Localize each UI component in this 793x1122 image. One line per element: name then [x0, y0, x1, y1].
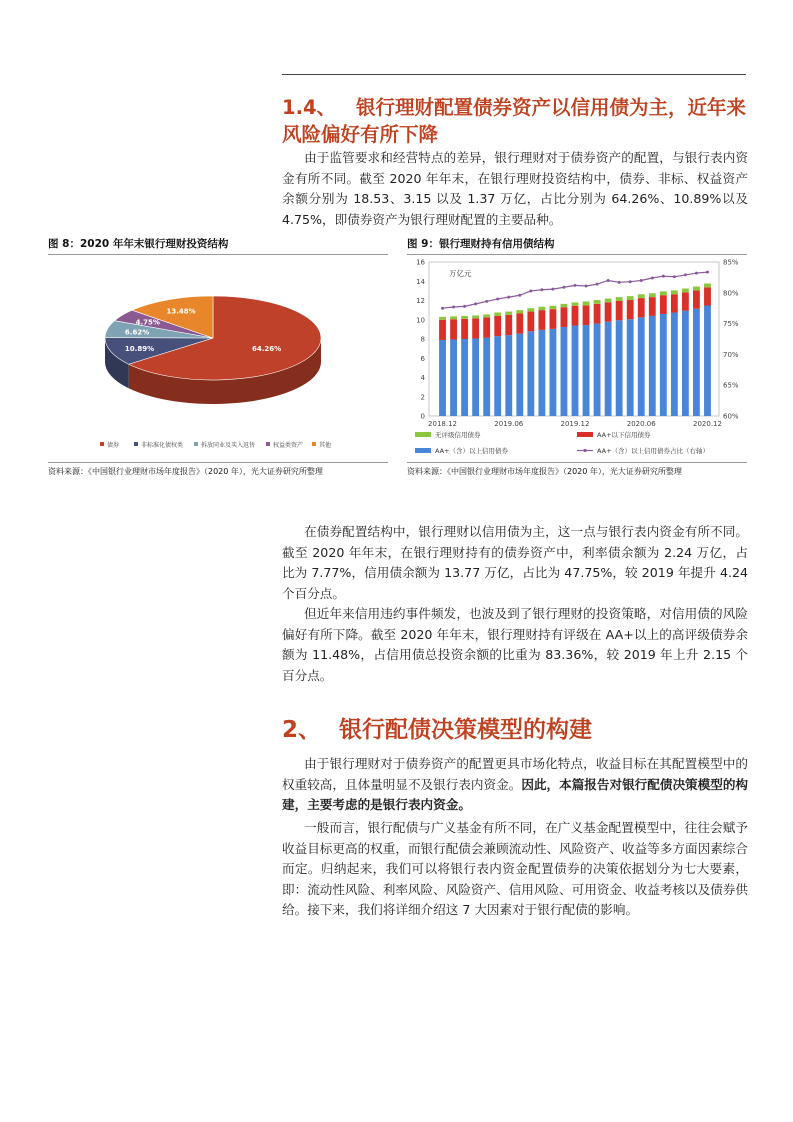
ratio-point [562, 286, 565, 289]
bar-segment [572, 326, 579, 416]
bar-segment [461, 319, 468, 339]
x-tick-label: 2019.12 [560, 420, 590, 428]
ratio-point [695, 272, 698, 275]
unit-label: 万亿元 [449, 269, 472, 278]
ratio-point [441, 307, 444, 310]
legend-swatch [577, 432, 593, 437]
bar-segment [693, 309, 700, 416]
legend-label: AA+（含）以上信用债券 [435, 447, 509, 455]
bar-segment [439, 317, 446, 320]
bar-segment [472, 315, 479, 318]
pie-legend-label: 拆放同业及买入返售 [201, 442, 256, 449]
pie-data-label: 4.75% [135, 318, 160, 327]
bar-segment [649, 316, 656, 416]
bar-segment [450, 316, 457, 319]
y2-tick-label: 75% [723, 320, 739, 329]
ratio-point [673, 275, 676, 278]
ratio-point [596, 283, 599, 286]
bar-segment [649, 293, 656, 297]
bar-segment [660, 314, 667, 416]
pie-slices [105, 296, 321, 404]
ratio-point [540, 288, 543, 291]
ratio-point [452, 305, 455, 308]
figure-9-source: 资料来源：《中国银行业理财市场年度报告》（2020 年），光大证券研究所整理 [407, 467, 682, 476]
bar-segment [472, 339, 479, 416]
bar-line-chart [407, 256, 752, 460]
bar-segment [638, 294, 645, 298]
bar-segment [538, 330, 545, 416]
bar-segment [704, 287, 711, 305]
section-2-number: 2、 [282, 717, 322, 743]
bar-segment [572, 306, 579, 326]
y-tick-label: 16 [416, 258, 425, 267]
bar-segment [671, 294, 678, 312]
bar-segment [549, 329, 556, 416]
legend-label: AA+以下信用债券 [597, 431, 651, 439]
bar-segment [483, 338, 490, 416]
x-tick-label: 2020.12 [693, 420, 722, 428]
x-tick-label: 2018.12 [428, 420, 457, 428]
paragraph-5-text: 一般而言，银行配债与广义基金有所不同，在广义基金配置模型中，往往会赋予收益目标更高的权重，而银行配债会兼顾流动性、风险资产、收益等多方面因素综合而定。归纳起来，我们可以将银行表内资金配置债券的决策依据划分为七大要素，即：流动性风险、利率风险、风险资产、信用风险、可用资金、收益考核以及债券供给。接下来，我们将详细介绍这 7 大因素对于银行配债的影响。 [282, 820, 748, 917]
bar-segment [527, 331, 534, 416]
ratio-point [529, 289, 532, 292]
bar-segment [660, 291, 667, 295]
bar-segment [483, 317, 490, 337]
bar-segment [693, 287, 700, 291]
bar-segment [561, 307, 568, 327]
ratio-point [507, 296, 510, 299]
ratio-point [518, 294, 521, 297]
bar-segment [494, 316, 501, 336]
bar-segment [605, 302, 612, 321]
bar-segment [461, 339, 468, 416]
x-tick-label: 2020.06 [626, 420, 656, 428]
section-title: 银行理财配置债券资产以信用债为主，近年来风险偏好有所下降 [282, 96, 747, 146]
section-number: 1.4、 [282, 96, 337, 119]
ratio-point [496, 297, 499, 300]
y-tick-label: 0 [420, 412, 425, 421]
bar-segment [627, 319, 634, 416]
bar-segment [594, 304, 601, 324]
figure-8-title: 图 8：2020 年年末银行理财投资结构 [48, 238, 229, 250]
pie-legend-swatch [194, 442, 198, 446]
ratio-point [640, 279, 643, 282]
figure-8-rule [48, 254, 388, 255]
section-2-title: 银行配债决策模型的构建 [339, 717, 593, 743]
bar-segment [549, 306, 556, 309]
pie-chart [48, 256, 393, 460]
paragraph-4-bold-text: 因此，本篇报告对银行配债决策模型的构建，主要考虑的是银行表内资金。 [282, 776, 749, 812]
bar-segment [704, 306, 711, 416]
paragraph-4-text: 由于银行理财对于债券资产的配置更具市场化特点，收益目标在其配置模型中的权重较高，且体量明显不及银行表内资金。 [282, 756, 748, 792]
bar-segment [549, 309, 556, 329]
figure-9-title: 图 9：银行理财持有信用债结构 [407, 238, 555, 250]
y-tick-label: 4 [420, 374, 425, 382]
pie-legend-swatch [134, 442, 138, 446]
ratio-point [551, 288, 554, 291]
paragraph-5 [282, 818, 748, 921]
bar-segment [583, 305, 590, 325]
bar-segment [527, 312, 534, 332]
x-tick-label: 2019.06 [494, 420, 524, 428]
paragraph-1 [282, 148, 748, 230]
bar-segment [682, 311, 689, 416]
bar-segment [516, 310, 523, 313]
ratio-point [607, 279, 610, 282]
pie-legend [100, 441, 331, 449]
bar-segment [505, 315, 512, 335]
pie-legend-label: 债券 [107, 442, 120, 449]
bar-segment [682, 288, 689, 292]
pie-data-label: 10.89% [124, 344, 155, 353]
section-heading-2 [282, 711, 592, 744]
figure-9-bottom-rule [407, 462, 747, 463]
pie-legend-label: 权益类资产 [273, 442, 304, 449]
paragraph-2-text: 在债券配置结构中，银行理财以信用债为主，这一点与银行表内资金有所不同。截至 2020 年年末，在银行理财持有的债券资产中，利率债余额为 2.24 万亿，占比为 7.77%，信用债余额为 13.77 万亿，占比为 47.75%，较 2019 年提升 4.24 个百分点。 [282, 524, 748, 601]
y-tick-label: 10 [416, 316, 425, 325]
bar-segment [649, 297, 656, 316]
bar-segment [693, 290, 700, 308]
pie-legend-swatch [100, 442, 104, 446]
legend-swatch [415, 448, 431, 453]
y2-tick-label: 60% [723, 412, 739, 421]
y-tick-label: 14 [416, 277, 425, 286]
bar-chart-legend [415, 430, 709, 455]
paragraph-3 [282, 604, 748, 686]
bar-segment [561, 327, 568, 416]
bar-segment [561, 304, 568, 307]
ratio-point [585, 285, 588, 288]
pie-data-label: 6.62% [124, 328, 150, 337]
ratio-point [474, 302, 477, 305]
bar-segment [439, 320, 446, 340]
bar-segment [494, 336, 501, 416]
bar-segment [627, 296, 634, 300]
bar-segment [461, 316, 468, 319]
bar-segment [616, 301, 623, 320]
bar-segment [671, 290, 678, 294]
bar-segment [472, 318, 479, 338]
bar-segment [516, 334, 523, 416]
ratio-point [651, 277, 654, 280]
figure-9-rule [407, 254, 747, 255]
bar-segment [450, 319, 457, 339]
bar-segment [494, 313, 501, 316]
y2-tick-label: 85% [723, 258, 739, 267]
pie-legend-label: 其他 [319, 442, 332, 449]
bar-segment [704, 283, 711, 287]
figure-8-bottom-rule [48, 462, 388, 463]
bar-segment [638, 298, 645, 317]
bar-segment [627, 300, 634, 319]
paragraph-2 [282, 522, 748, 604]
bar-segment [616, 297, 623, 301]
bar-segment [527, 308, 534, 311]
bar-segment [583, 301, 590, 305]
ratio-point [574, 284, 577, 287]
bar-segment [594, 324, 601, 416]
bar-segment [638, 317, 645, 416]
paragraph-1-text: 由于监管要求和经营特点的差异，银行理财对于债券资产的配置，与银行表内资金有所不同。截至 2020 年年末，在银行理财投资结构中，债券、非标、权益资产余额分别为 18.53、3.15 以及 1.37 万亿，占比分别为 64.26%、10.89%以及 4.75%，即债券资产为银行理财配置的主要品种。 [282, 150, 748, 227]
bar-segment [616, 320, 623, 416]
section-heading-1-4 [282, 94, 752, 148]
bar-segment [572, 302, 579, 305]
bar-segment [538, 307, 545, 310]
legend-label: AA+（含）以上信用债券占比（右轴） [597, 447, 710, 455]
bar-segment [605, 299, 612, 303]
y-tick-label: 2 [420, 393, 425, 402]
bar-segment [583, 325, 590, 416]
bar-segment [439, 340, 446, 416]
ratio-point [485, 300, 488, 303]
bar-segment [605, 322, 612, 416]
legend-swatch [415, 432, 431, 437]
pie-legend-label: 非标准化债权类 [141, 442, 184, 449]
y-tick-label: 12 [416, 297, 425, 305]
bar-segment [450, 339, 457, 416]
y-tick-label: 6 [420, 354, 425, 363]
pie-data-label: 64.26% [251, 345, 282, 354]
bar-segment [682, 292, 689, 310]
bar-segment [671, 313, 678, 416]
y-tick-label: 8 [420, 335, 425, 344]
ratio-point [706, 271, 709, 274]
bar-segment [660, 295, 667, 314]
y2-tick-label: 80% [723, 289, 739, 298]
ratio-point [684, 273, 687, 276]
legend-marker [583, 449, 586, 452]
bar-segment [594, 300, 601, 304]
paragraph-3-text: 但近年来信用违约事件频发，也波及到了银行理财的投资策略，对信用债的风险偏好有所下降。截至 2020 年年末，银行理财持有评级在 AA+以上的高评级债券余额为 11.48%，占信用债总投资余额的比重为 83.36%，较 2019 年上升 2.15 个百分点。 [282, 606, 748, 683]
pie-legend-swatch [266, 442, 270, 446]
pie-data-label: 13.48% [166, 307, 196, 316]
paragraph-4 [282, 754, 748, 816]
figure-8-source: 资料来源：《中国银行业理财市场年度报告》（2020 年），光大证券研究所整理 [48, 467, 323, 476]
bar-segment [516, 313, 523, 333]
y2-tick-label: 65% [723, 381, 739, 390]
bar-segment [505, 335, 512, 416]
ratio-point [463, 305, 466, 308]
bar-segment [538, 310, 545, 330]
bar-segment [505, 312, 512, 315]
ratio-point [662, 275, 665, 278]
y2-tick-label: 70% [723, 350, 739, 359]
pie-legend-swatch [312, 442, 316, 446]
ratio-point [618, 281, 621, 284]
ratio-point [629, 280, 632, 283]
header-rule [282, 74, 746, 75]
bar-segment [483, 314, 490, 317]
legend-label: 无评级信用债券 [435, 431, 481, 439]
